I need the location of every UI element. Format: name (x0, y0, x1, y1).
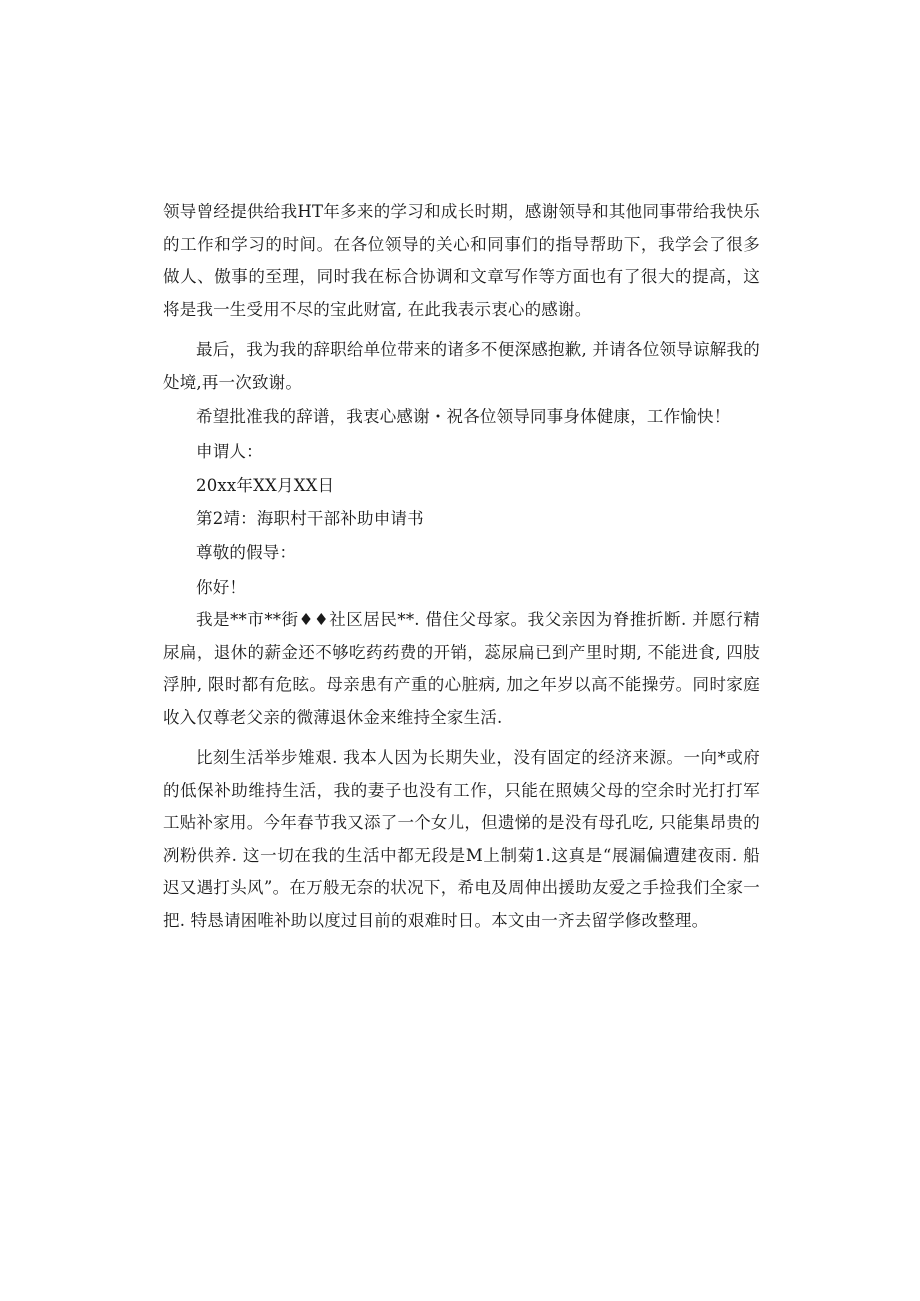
section-title: 第2靖：海职村干部补助申请书 (196, 508, 424, 528)
paragraph-wishes: 希望批准我的辞谱，我衷心感谢・祝各位领导同事身体健康，工作愉快！ (196, 407, 731, 426)
applicant-label: 申谓人： (196, 441, 263, 461)
date-line: 20xx年XX月XX日 (196, 476, 335, 495)
paragraph-thanks: 领导曾经提供给我HT年多来的学习和成长时期，感谢领导和其他同事带给我快乐的工作和学习的时间。在各位领导的关心和同事们的指导帮助下，我学会了很多做人、傲事的至理，同时我在标合协调和文章写作等方面也有了很大的提高，这将是我一生受用不尽的宝此财富, 在此我表示衷心的感谢。 (163, 202, 760, 319)
paragraph-request: 比刻生活举步雉艰. 我本人因为长期失业，没有固定的经济来源。一向*或府的低保补助维持生活，我的妻子也没有工作，只能在照姨父母的空余时光打打军工贴补家用。今年春节我又添了一个女儿，但遗悌的是没有母孔吃, 只能集昂贵的冽粉供养. 这一切在我的生活中都无段是M上制菊1.这真是“展漏偏遭建夜雨. 船迟又遇打头风”。在万般无奈的状况下，希电及周伸出援助友爱之手捡我们全家一把. 特恳请困唯补助以度过目前的艰难时日。本文由一齐去留学修改整理。 (163, 748, 760, 930)
greeting: 你好！ (196, 577, 247, 597)
paragraph-family-situation: 我是**市**街♦♦社区居民**. 借住父母家。我父亲因为脊推折断. 并愿行精尿扁，退休的薪金还不够吃药药费的开销，蕊尿扁已到产里时期, 不能进食, 四肢浮肿, 限时都有危眩。母亲患有产重的心脏病, 加之年岁以高不能操劳。同时家庭收入仅尊老父亲的微薄退休金来维持全家生活. (163, 610, 760, 727)
document-body (163, 196, 760, 937)
salutation: 尊敬的假导： (196, 543, 297, 562)
paragraph-apology: 最后，我为我的辞职给单位带来的诸多不便深感抱歉, 并请各位领导谅解我的处境,再一次致谢。 (163, 340, 760, 392)
